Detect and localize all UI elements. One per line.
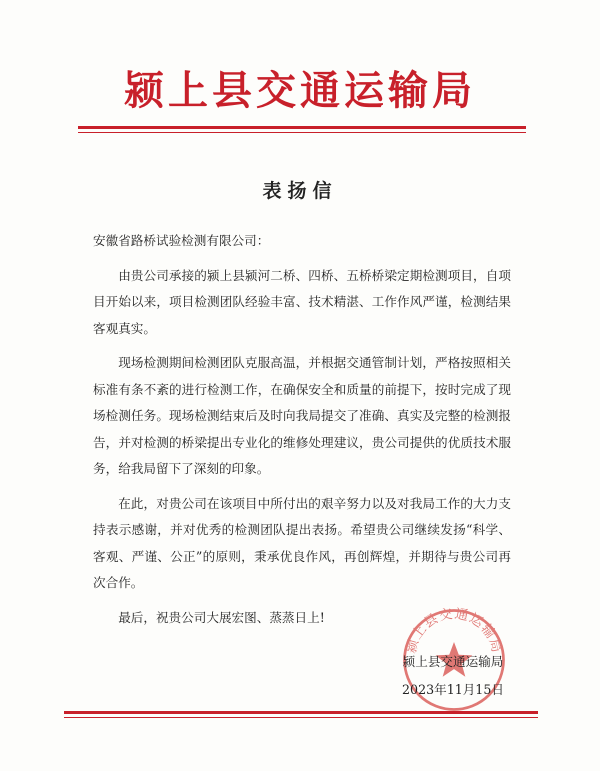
letter-paragraph-1: 由贵公司承接的颍上县颍河二桥、四桥、五桥桥梁定期检测项目，自项目开始以来，项目检测团队经验丰富、技术精湛、工作作风严谨，检测结果客观真实。 [93, 267, 511, 336]
footer-thin-line [64, 717, 538, 718]
letter-title: 表扬信 [262, 180, 338, 202]
footer-thick-line [64, 711, 538, 714]
signature-date: 2023年11月15日 [402, 682, 504, 697]
letter-paragraph-4: 最后，祝贵公司大展宏图、蒸蒸日上! [118, 609, 325, 625]
divider-thick-line [78, 126, 526, 129]
letter-paragraph-3: 在此，对贵公司在该项目中所付出的艰辛努力以及对我局工作的大力支持表示感谢，并对优秀的检测团队提出表扬。希望贵公司继续发扬“科学、客观、严谨、公正”的原则，秉承优良作风，再创辉煌，并期待与贵公司再次合作。 [93, 495, 511, 590]
letter-salutation: 安徽省路桥试验检测有限公司： [93, 233, 270, 248]
seal-text: 颍上县交通运输局 [403, 606, 505, 655]
signature-org: 颍上县交通运输局 [402, 654, 504, 669]
letterhead-title: 颍上县交通运输局 [124, 67, 476, 114]
letter-paragraph-2: 现场检测期间检测团队克服高温，并根据交通管制计划，严格按照相关标准有条不紊的进行检测工作，在确保安全和质量的前提下，按时完成了现场检测任务。现场检测结束后及时向我局提交了准确、真实及完整的检测报告，并对检测的桥梁提出专业化的维修处理建议，贵公司提供的优质技术服务，给我局留下了深刻的印象。 [93, 355, 511, 476]
letterhead-divider [78, 126, 526, 136]
letter-body [93, 228, 511, 631]
footer-divider [64, 711, 538, 721]
divider-thin-line [78, 132, 526, 133]
